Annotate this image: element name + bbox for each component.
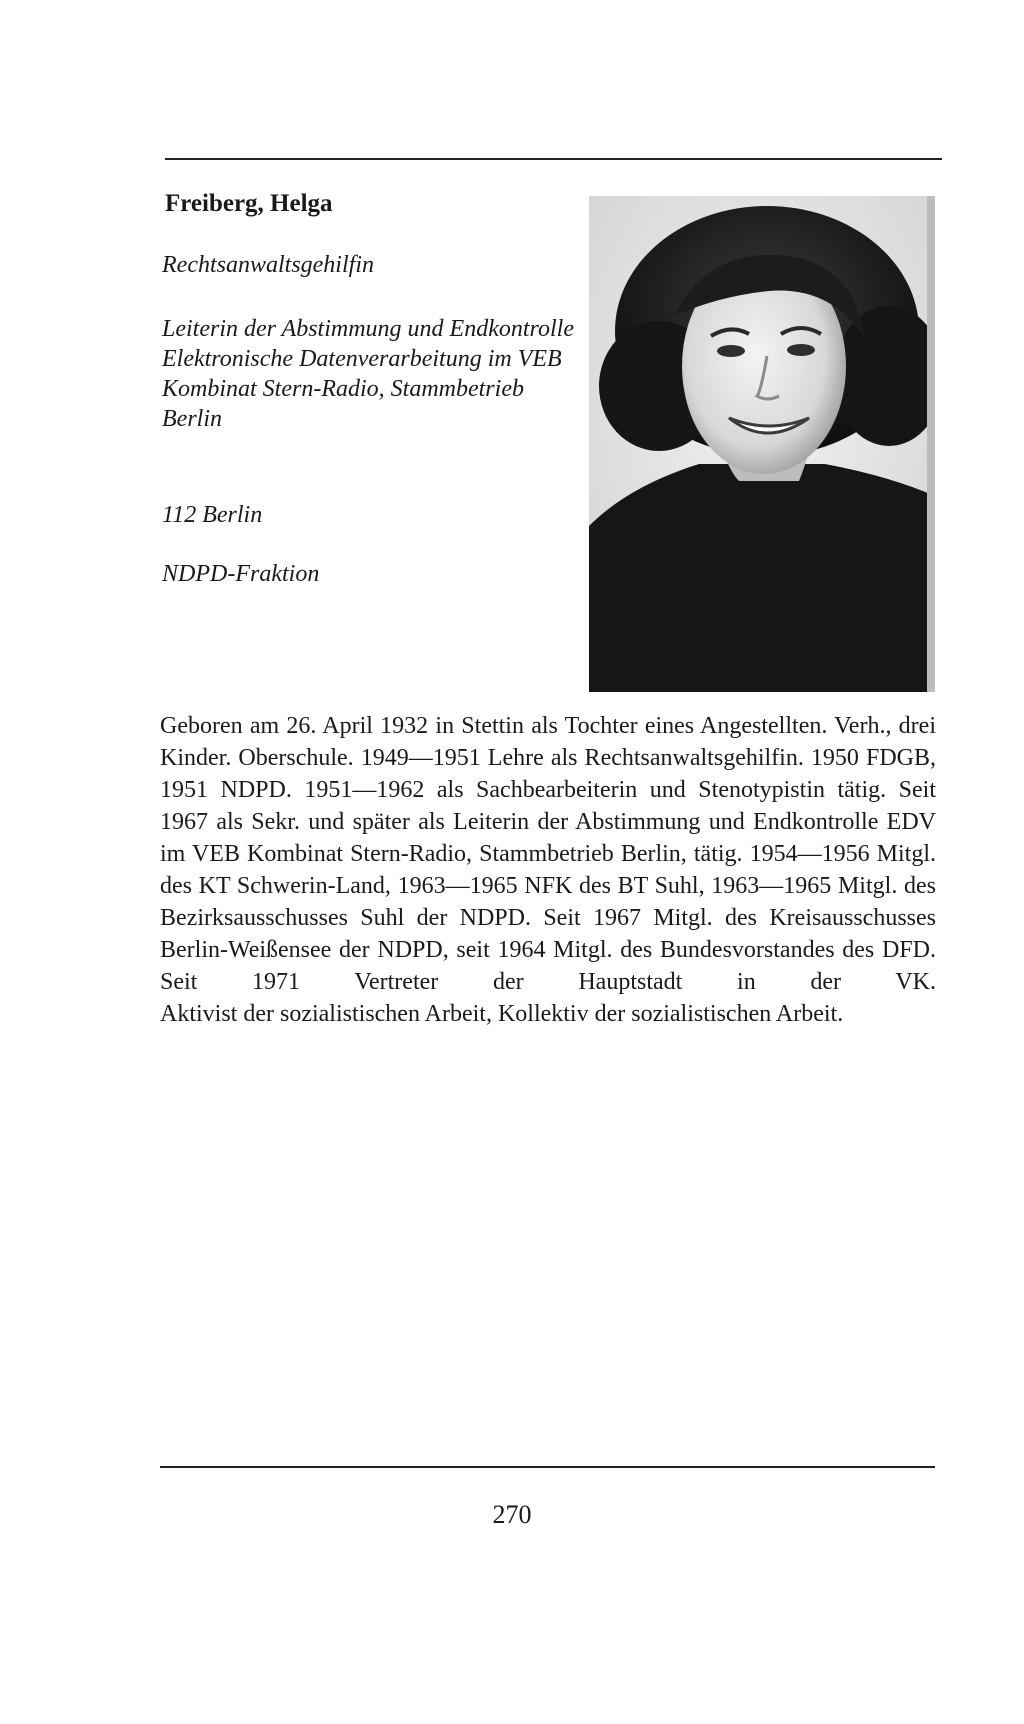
awards-text: Aktivist der sozialistischen Arbeit, Kollektiv der sozialistischen Arbeit. [160, 1001, 844, 1027]
top-rule [165, 158, 942, 160]
person-name: Freiberg, Helga [165, 190, 333, 217]
portrait-photo [589, 196, 935, 692]
job-position: Leiterin der Abstimmung und Endkontrolle Elektronische Datenverarbeitung im VEB Kombinat Stern-Radio, Stammbetrieb Berlin [162, 316, 574, 432]
biography-text: Geboren am 26. April 1932 in Stettin als Tochter eines Angestellten. Verh., drei Kinder. Oberschule. 1949—1951 Lehre als Rechtsanwaltsgehilfin. 1950 FDGB, 1951 NDPD. 1951—1962 als Sachbearbeiterin und Stenotypistin tätig. Seit 1967 als Sekr. und später als Leiterin der Abstimmung und Endkontrolle EDV im VEB Kombinat Stern-Radio, Stammbetrieb Berlin, tätig. 1954—1956 Mitgl. des KT Schwerin-Land, 1963—1965 NFK des BT Suhl, 1963—1965 Mitgl. des Bezirksausschusses Suhl der NDPD. Seit 1967 Mitgl. des Kreisausschusses Berlin-Weißensee der NDPD, seit 1964 Mitgl. des Bundesvorstandes des DFD. Seit 1971 Vertreter der Hauptstadt in der VK. [160, 713, 936, 995]
biography [160, 710, 936, 1030]
page-number: 270 [492, 1500, 532, 1529]
parliamentary-fraction: NDPD-Fraktion [162, 561, 320, 587]
city: 112 Berlin [162, 502, 263, 528]
profession: Rechtsanwaltsgehilfin [162, 252, 374, 278]
bottom-rule [160, 1466, 935, 1468]
